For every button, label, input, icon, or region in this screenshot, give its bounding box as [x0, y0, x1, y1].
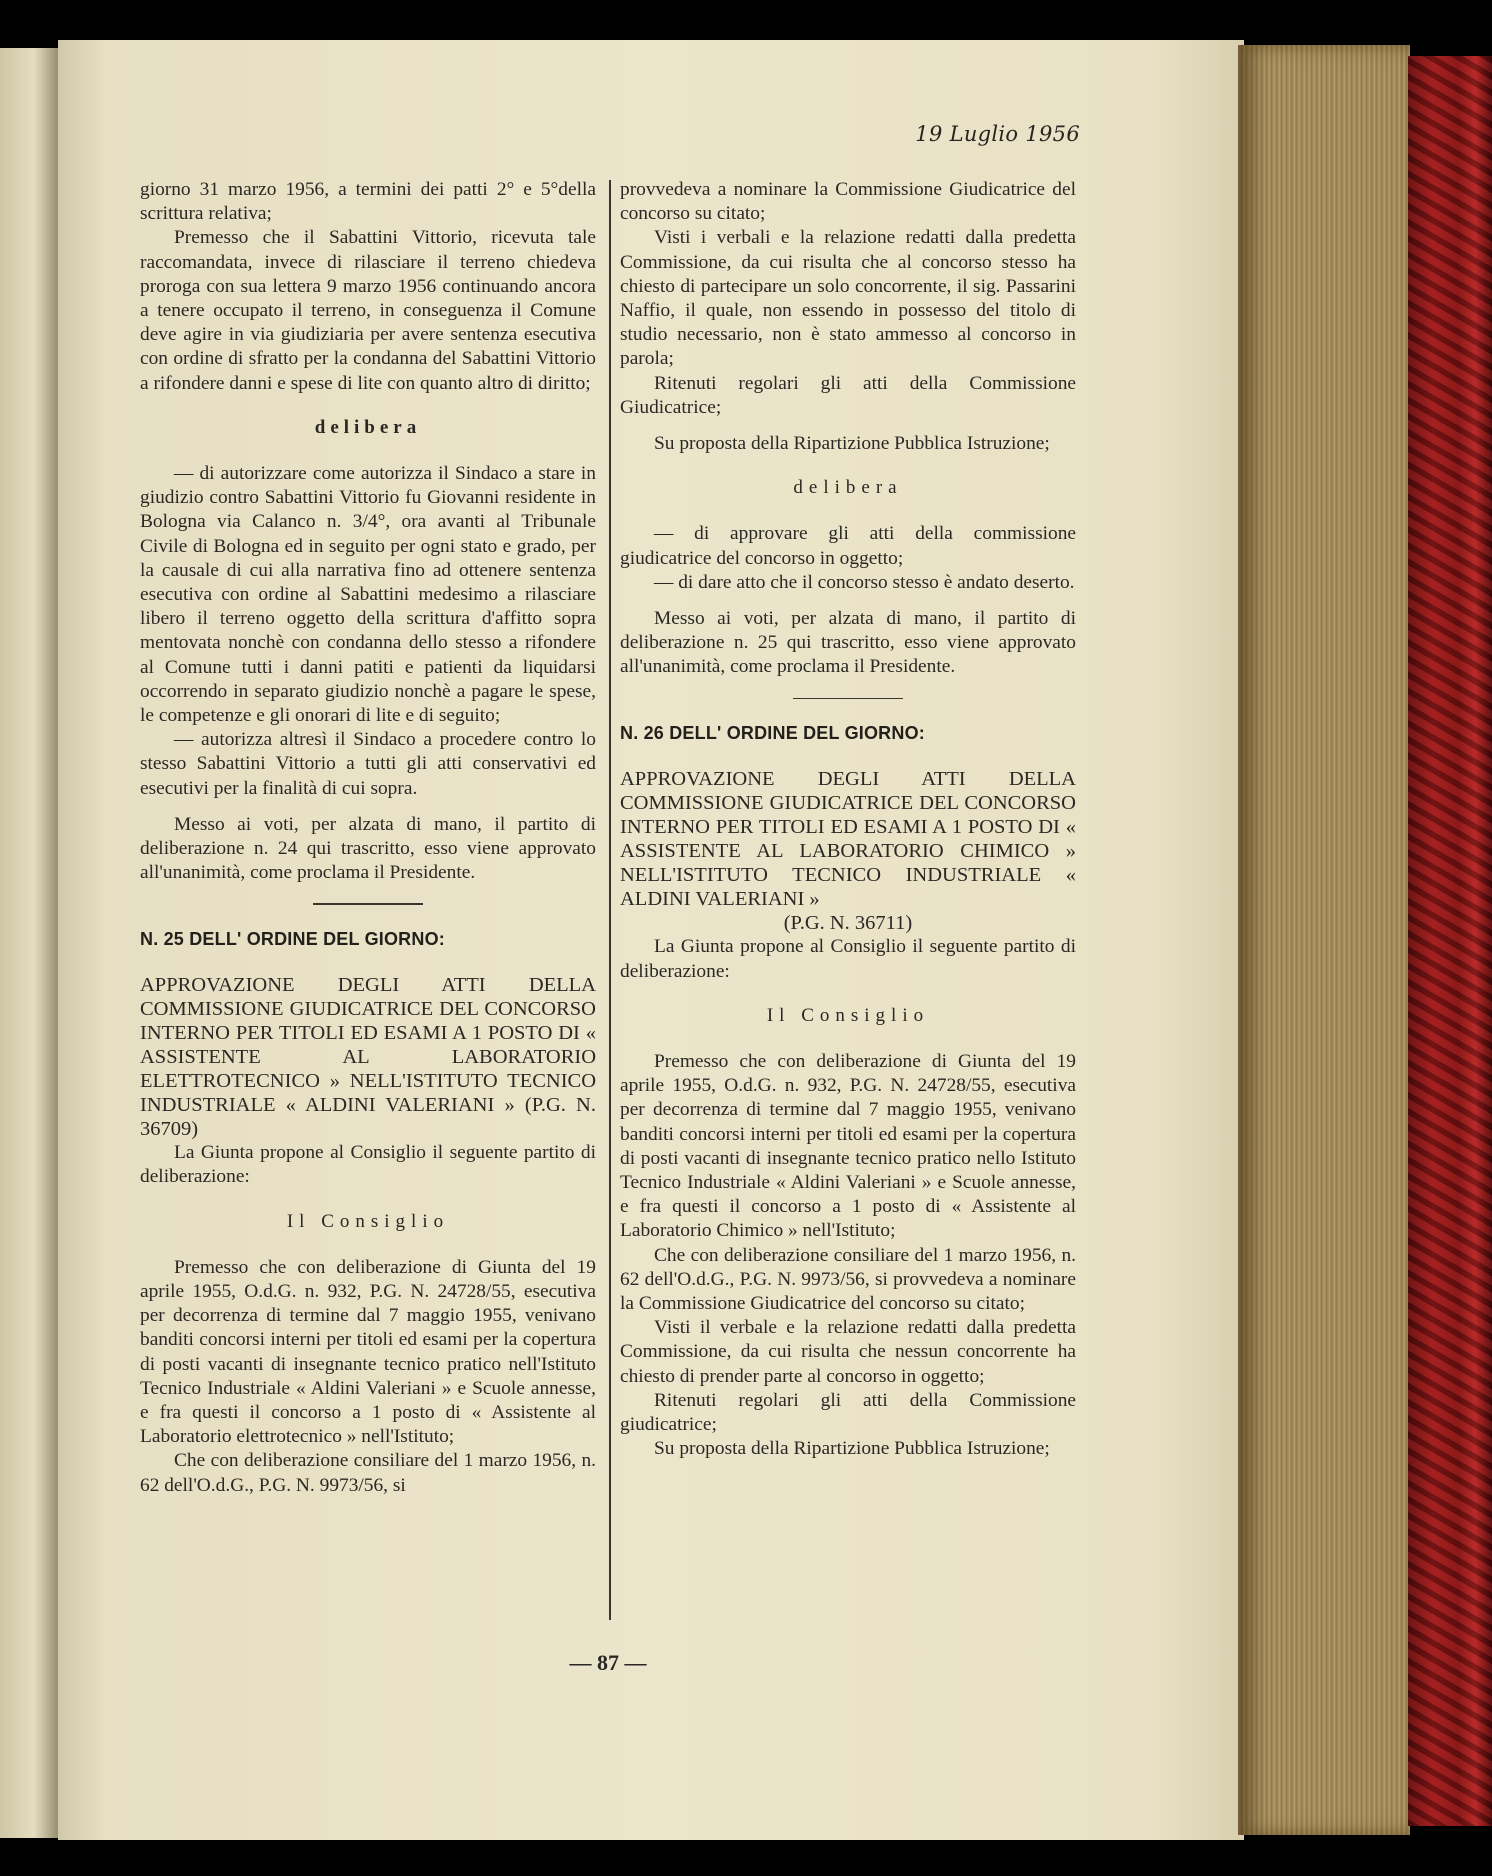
paragraph: — autorizza altresì il Sindaco a procedere contro lo stesso Sabattini Vittorio a tutti gli atti conservativi ed esecutivi per la finalità di cui sopra.: [140, 729, 596, 799]
odg-label: N. 25 DELL' ORDINE DEL GIORNO:: [140, 928, 445, 949]
paragraph: Messo ai voti, per alzata di mano, il partito di deliberazione n. 25 qui trascritto, esso viene approvato all'unanimità, come proclama il Presidente.: [620, 608, 1076, 678]
book-page-edges: [1238, 45, 1410, 1835]
section-divider: [313, 903, 423, 905]
paragraph: giorno 31 marzo 1956, a termini dei patti 2° e 5°della scrittura relativa;: [140, 179, 596, 225]
paragraph: Ritenuti regolari gli atti della Commissione Giudicatrice;: [620, 372, 1076, 418]
left-column: [140, 178, 596, 1498]
column-divider: [609, 180, 611, 1620]
right-column: [620, 178, 1076, 1461]
page-number: — 87 —: [569, 1650, 647, 1675]
consiglio-heading: Il Consiglio: [286, 1210, 450, 1232]
red-binding: [1408, 56, 1492, 1826]
paragraph: Ritenuti regolari gli atti della Commissione giudicatrice;: [620, 1389, 1076, 1436]
paragraph: Su proposta della Ripartizione Pubblica Istruzione;: [654, 1438, 1050, 1460]
section-divider: [793, 698, 903, 700]
header-date: 19 Luglio 1956: [915, 122, 1080, 146]
item-title: [620, 767, 1076, 935]
paragraph: Premesso che con deliberazione di Giunta del 19 aprile 1955, O.d.G. n. 932, P.G. N. 24728/55, esecutiva per decorrenza di termine dal 7 maggio 1955, venivano banditi concorsi interni per titoli ed esami per la copertura di posti vacanti di insegnante tecnico pratico nello Istituto Tecnico Industriale « Aldini Valeriani » e Scuole annesse, e fra questi il concorso a 1 posto di « Assistente al Laboratorio Chimico » nell'Istituto;: [620, 1050, 1076, 1242]
paragraph: Messo ai voti, per alzata di mano, il partito di deliberazione n. 24 qui trascritto, esso viene approvato all'unanimità, come proclama il Presidente.: [140, 813, 596, 884]
paragraph: — di approvare gli atti della commissione giudicatrice del concorso in oggetto;: [620, 523, 1076, 569]
delibera-heading: delibera: [793, 477, 903, 499]
paragraph: — di dare atto che il concorso stesso è andato deserto.: [654, 571, 1075, 593]
proposal: La Giunta propone al Consiglio il seguente partito di deliberazione:: [620, 936, 1076, 982]
paragraph: provvedeva a nominare la Commissione Giudicatrice del concorso su citato;: [620, 179, 1076, 225]
paragraph: — di autorizzare come autorizza il Sindaco a stare in giudizio contro Sabattini Vittorio fu Giovanni residente in Bologna via Calanco n. 3/4°, ora avanti al Tribunale Civile di Bologna ed in seguito per ogni stato e grado, per la causale di cui alla narrativa fino ad ottenere sentenza esecutiva con ordine al Sabattini medesimo a rilasciare libero il terreno oggetto della scrittura d'affitto sopra mentovata nonchè con condanna dello stesso a rifondere al Comune tutti i danni patiti e patienti da liquidarsi occorrendo in separato giudizio nonchè a pagare le spese, le competenze e gli onorari di lite e di seguito;: [140, 463, 596, 727]
previous-page-edge: [0, 48, 62, 1838]
paragraph: Che con deliberazione consiliare del 1 marzo 1956, n. 62 dell'O.d.G., P.G. N. 9973/56, si: [140, 1450, 596, 1496]
odg-label: N. 26 DELL' ORDINE DEL GIORNO:: [620, 723, 925, 744]
consiglio-heading: Il Consiglio: [766, 1004, 930, 1026]
item-title-pg: (P.G. N. 36711): [783, 912, 913, 935]
paragraph: Premesso che il Sabattini Vittorio, ricevuta tale raccomandata, invece di rilasciare il terreno chiedeva proroga con sua lettera 9 marzo 1956 continuando ancora a tenere occupato il terreno, in conseguenza il Comune deve agire in via giudiziaria per avere sentenza esecutiva con ordine di sfratto per la condanna del Sabattini Vittorio a rifondere danni e spese di lite con quanto altro di diritto;: [140, 227, 596, 394]
paragraph: Su proposta della Ripartizione Pubblica Istruzione;: [654, 433, 1050, 455]
paragraph: Premesso che con deliberazione di Giunta del 19 aprile 1955, O.d.G. n. 932, P.G. N. 24728/55, esecutiva per decorrenza di termine dal 7 maggio 1955, venivano banditi concorsi interni per titoli ed esami per la copertura di posti vacanti di insegnante tecnico pratico nell'Istituto Tecnico Industriale « Aldini Valeriani » e Scuole annesse, e fra questi il concorso a 1 posto di « Assistente al Laboratorio elettrotecnico » nell'Istituto;: [140, 1256, 596, 1448]
item-title: APPROVAZIONE DEGLI ATTI DELLA COMMISSIONE GIUDICATRICE DEL CONCORSO INTERNO PER TITOLI ED ESAMI A 1 POSTO DI « ASSISTENTE AL LABORATORIO ELETTROTECNICO » NELL'ISTITUTO TECNICO INDUSTRIALE « ALDINI VALERIANI » (P.G. N. 36709): [140, 974, 596, 1141]
proposal: La Giunta propone al Consiglio il seguente partito di deliberazione:: [140, 1142, 596, 1188]
item-title-text: APPROVAZIONE DEGLI ATTI DELLA COMMISSIONE GIUDICATRICE DEL CONCORSO INTERNO PER TITOLI ED ESAMI A 1 POSTO DI « ASSISTENTE AL LABORATORIO CHIMICO » NELL'ISTITUTO TECNICO INDUSTRIALE « ALDINI VALERIANI »: [620, 768, 1076, 911]
paragraph: Visti i verbali e la relazione redatti dalla predetta Commissione, da cui risulta che al concorso stesso ha chiesto di partecipare un solo concorrente, il sig. Passarini Naffio, il quale, non essendo in possesso del titolo di studio necessario, non è stato ammesso al concorso in parola;: [620, 227, 1076, 370]
delibera-heading: delibera: [314, 416, 422, 438]
paragraph: Visti il verbale e la relazione redatti dalla predetta Commissione, da cui risulta che nessun concorrente ha chiesto di prender parte al concorso in oggetto;: [620, 1317, 1076, 1387]
paragraph: Che con deliberazione consiliare del 1 marzo 1956, n. 62 dell'O.d.G., P.G. N. 9973/56, si provvedeva a nominare la Commissione Giudicatrice del concorso su citato;: [620, 1244, 1076, 1314]
